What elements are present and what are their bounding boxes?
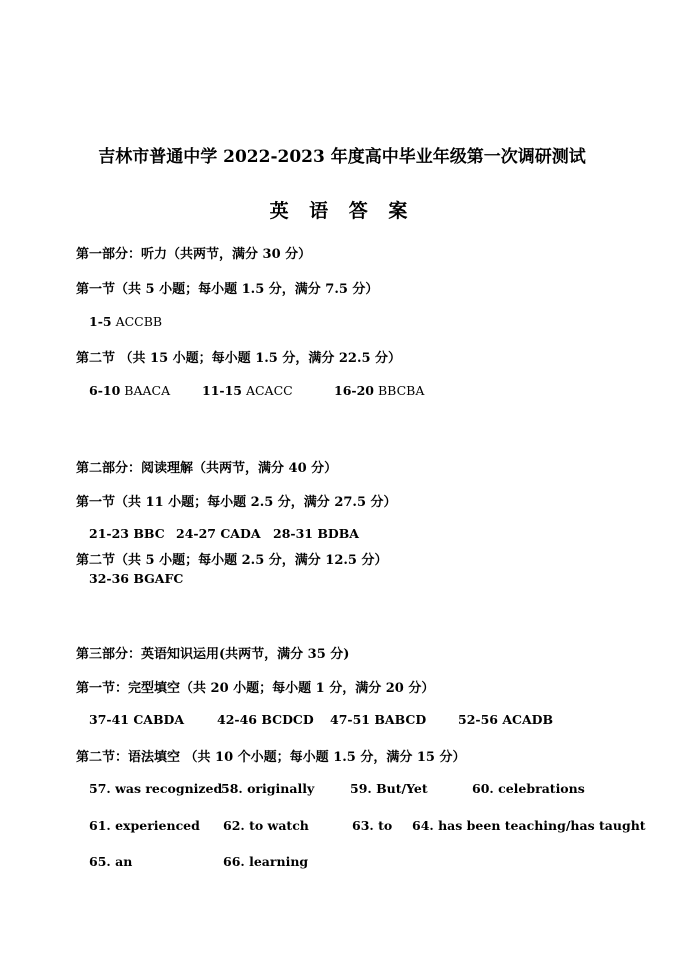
- part3-section1-heading: 第一节：完型填空（共 20 小题；每小题 1 分，满分 20 分）: [76, 681, 435, 696]
- page-title: 吉林市普通中学 2022-2023 年度高中毕业年级第一次调研测试: [98, 147, 586, 167]
- answer-group: 42-46 BCDCD: [217, 712, 314, 727]
- answer-item: 61. experienced: [89, 818, 200, 833]
- answer-group: 11-15 ACACC: [202, 383, 293, 398]
- page-subtitle: 英 语 答 案: [269, 200, 415, 222]
- part1-section1-heading: 第一节（共 5 小题；每小题 1.5 分，满分 7.5 分）: [76, 282, 379, 297]
- answer-item: 60. celebrations: [472, 781, 585, 796]
- answer-group: 1-5 ACCBB: [89, 314, 163, 329]
- part1-section2-heading: 第二节 （共 15 小题；每小题 1.5 分，满分 22.5 分）: [76, 351, 402, 366]
- answer-group: 6-10 BAACA: [89, 383, 171, 398]
- answer-group: 37-41 CABDA: [89, 712, 185, 727]
- answer-item: 65. an: [89, 854, 133, 869]
- part2-heading: 第二部分：阅读理解（共两节，满分 40 分）: [76, 461, 338, 476]
- answer-group: 47-51 BABCD: [330, 712, 427, 727]
- answer-item: 64. has been teaching/has taught: [412, 818, 646, 833]
- part3-section2-heading: 第二节：语法填空 （共 10 个小题；每小题 1.5 分，满分 15 分）: [76, 750, 466, 765]
- answer-item: 66. learning: [223, 854, 309, 869]
- part2-section1-heading: 第一节（共 11 小题；每小题 2.5 分，满分 27.5 分）: [76, 495, 397, 510]
- part1-heading: 第一部分：听力（共两节，满分 30 分）: [76, 247, 312, 262]
- part2-section2-heading: 第二节（共 5 小题；每小题 2.5 分，满分 12.5 分）: [76, 553, 388, 568]
- answer-item: 59. But/Yet: [350, 781, 428, 796]
- answer-group: 52-56 ACADB: [458, 712, 554, 727]
- answer-group: 21-23 BBC: [89, 526, 165, 541]
- answer-group: 16-20 BBCBA: [334, 383, 425, 398]
- answer-item: 57. was recognized: [89, 781, 223, 796]
- answer-group: 32-36 BGAFC: [89, 571, 184, 586]
- part3-heading: 第三部分：英语知识运用(共两节，满分 35 分): [76, 647, 350, 662]
- answer-item: 62. to watch: [223, 818, 309, 833]
- answer-item: 58. originally: [221, 781, 315, 796]
- answer-item: 63. to: [352, 818, 393, 833]
- answer-group: 24-27 CADA: [176, 526, 261, 541]
- answer-group: 28-31 BDBA: [273, 526, 359, 541]
